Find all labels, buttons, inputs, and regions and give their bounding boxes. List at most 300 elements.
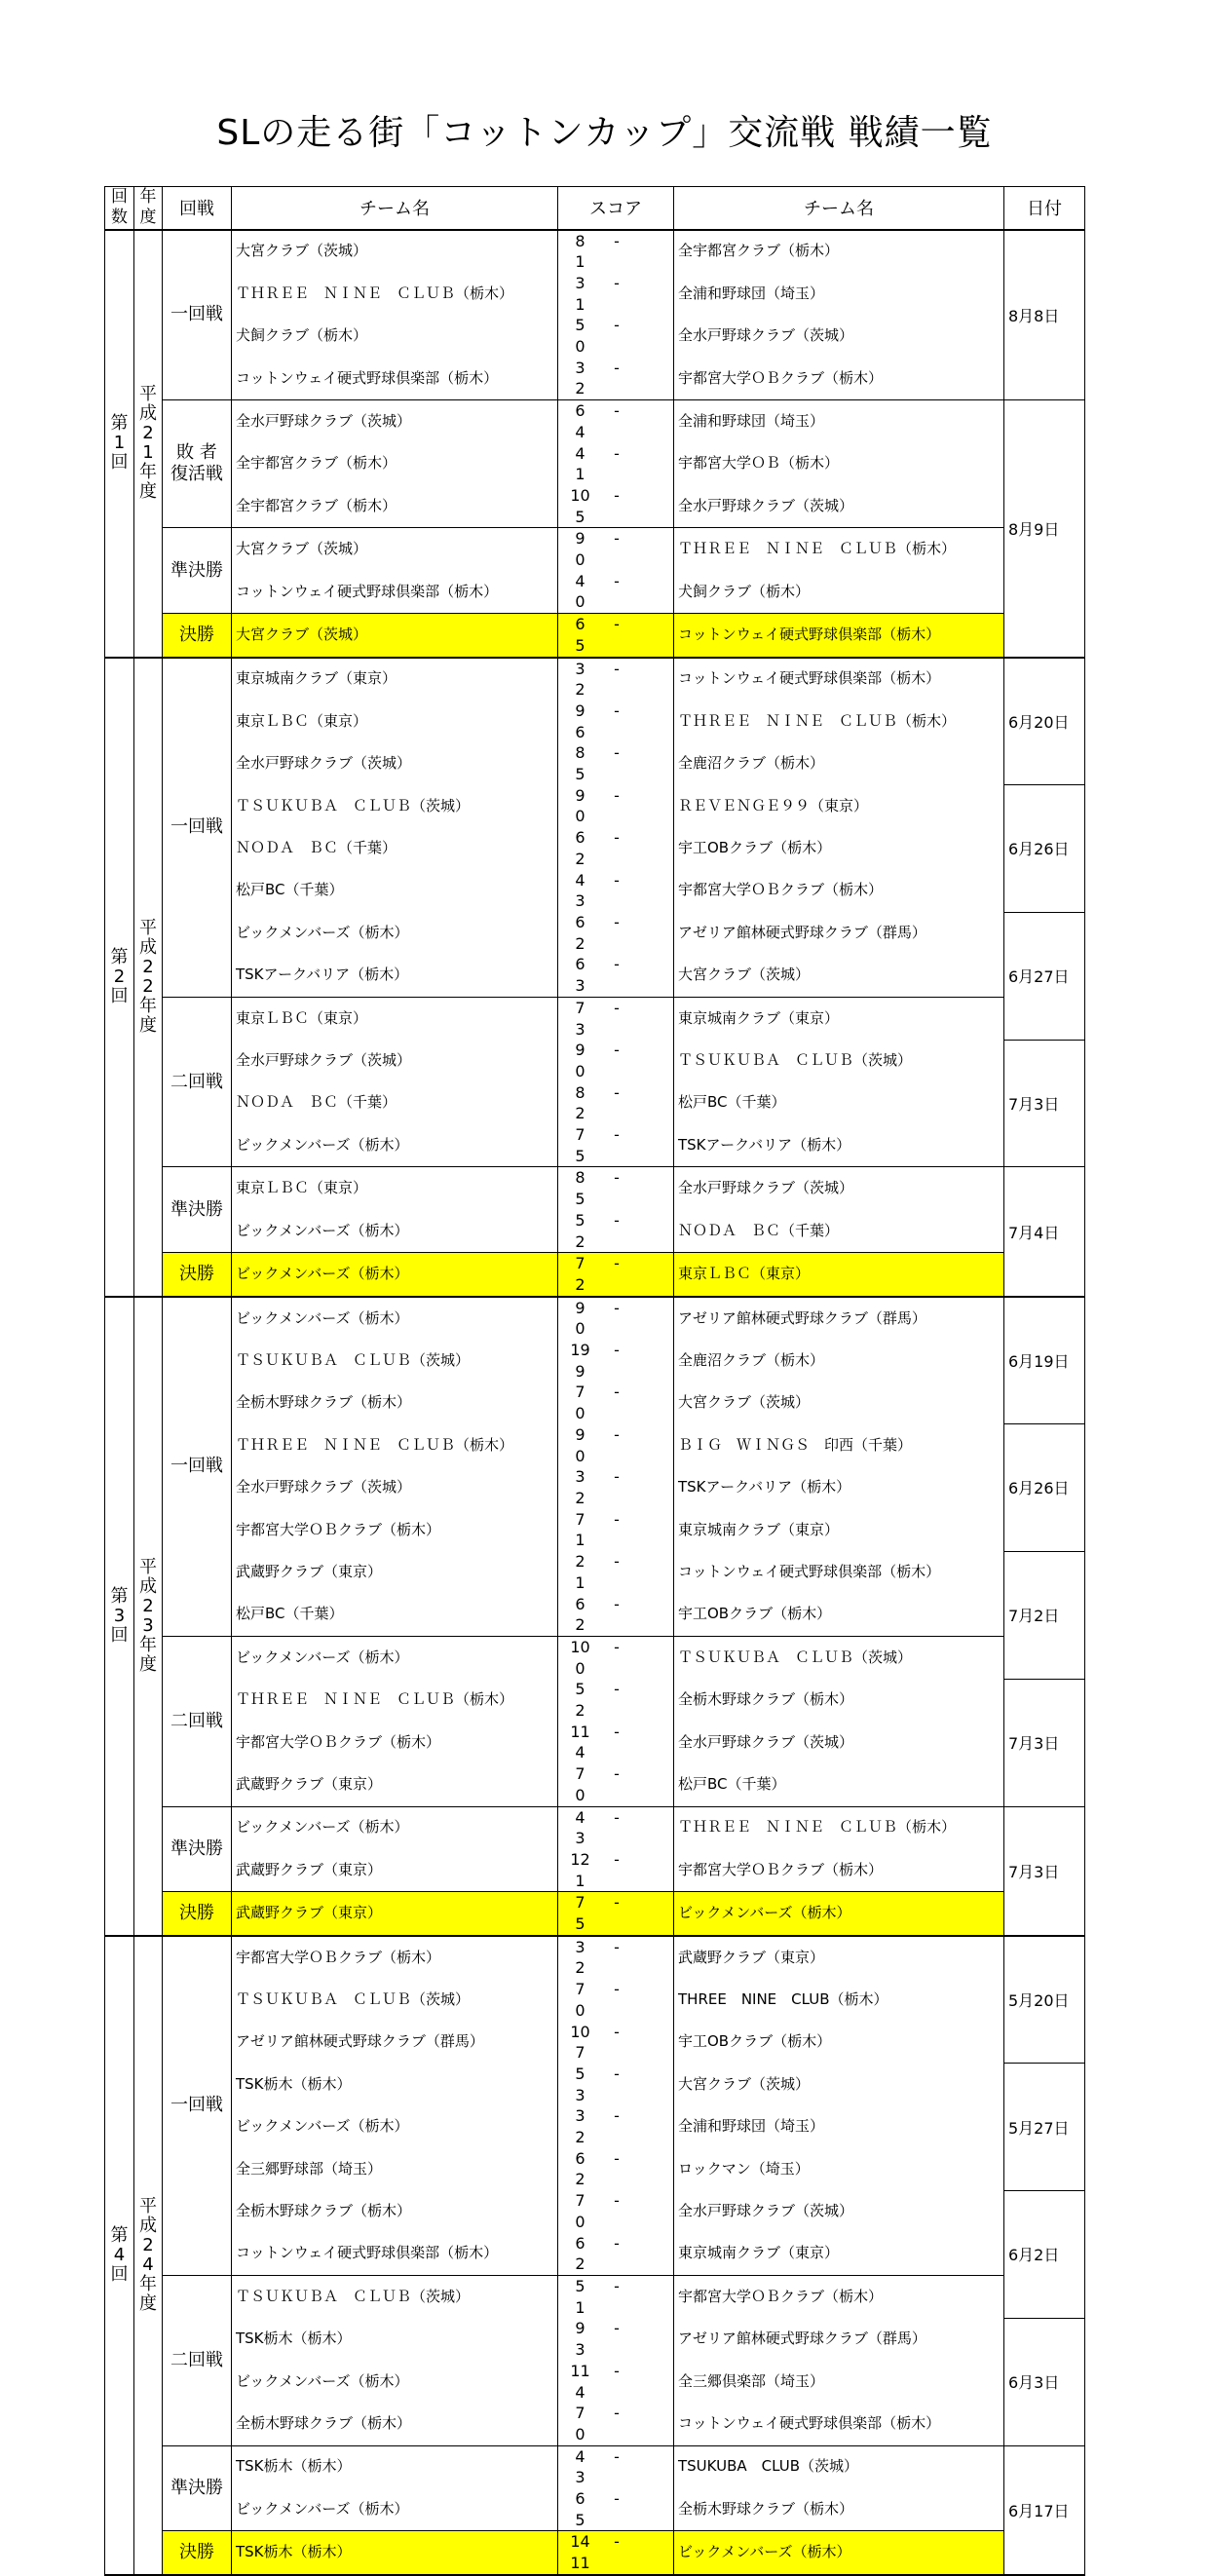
score-dash: - xyxy=(614,785,620,805)
game-row xyxy=(105,2022,1085,2064)
score-dash: - xyxy=(614,743,620,763)
team1-name: 武蔵野クラブ（東京） xyxy=(232,1551,558,1593)
score-away: 2 xyxy=(575,1615,586,1635)
score-away: 0 xyxy=(575,1446,586,1465)
score-away: 5 xyxy=(575,1146,586,1165)
score xyxy=(558,400,674,443)
score-away: 2 xyxy=(575,1274,586,1294)
team1-name: 宇都宮大学ＯＢクラブ（栃木） xyxy=(232,1722,558,1763)
team1-name: 武蔵野クラブ（東京） xyxy=(232,1892,558,1936)
team1-name: 宇都宮大学ＯＢクラブ（栃木） xyxy=(232,1936,558,1979)
game-row xyxy=(105,1594,1085,1637)
score xyxy=(558,870,674,912)
score-dash: - xyxy=(614,1082,620,1102)
score-home: 10 xyxy=(570,485,590,505)
score-away: 4 xyxy=(575,2382,586,2402)
team2-name: 全浦和野球団（埼玉） xyxy=(674,2105,1004,2147)
score-away: 0 xyxy=(575,1319,586,1339)
team1-name: 武蔵野クラブ（東京） xyxy=(232,1849,558,1892)
team1-name: 東京ＬＢＣ（東京） xyxy=(232,997,558,1040)
team2-name: ＢＩＧ ＷＩＮＧＳ 印西（千葉） xyxy=(674,1424,1004,1466)
game-row xyxy=(105,701,1085,742)
score-home: 7 xyxy=(575,1893,586,1913)
game-row xyxy=(105,1849,1085,1892)
score-home: 3 xyxy=(575,1467,586,1487)
team1-name: コットンウェイ硬式野球倶楽部（栃木） xyxy=(232,358,558,400)
score-dash: - xyxy=(614,659,620,678)
game-row xyxy=(105,528,1085,571)
game-row xyxy=(105,273,1085,315)
game-row xyxy=(105,1082,1085,1124)
team2-name: 宇都宮大学ＯＢクラブ（栃木） xyxy=(674,870,1004,912)
game-row xyxy=(105,2403,1085,2445)
game-row xyxy=(105,315,1085,357)
score xyxy=(558,2233,674,2276)
game-row xyxy=(105,2488,1085,2531)
score-home: 3 xyxy=(575,358,586,377)
team1-name: アゼリア館林硬式野球クラブ（群馬） xyxy=(232,2022,558,2064)
team1-name: ビックメンバーズ（栃木） xyxy=(232,2488,558,2531)
game-row xyxy=(105,358,1085,400)
score-dash: - xyxy=(614,1937,620,1956)
score-home: 7 xyxy=(575,998,586,1017)
game-row xyxy=(105,1466,1085,1508)
score-home: 2 xyxy=(575,1552,586,1572)
score-dash: - xyxy=(614,443,620,463)
score-dash: - xyxy=(614,571,620,590)
game-row xyxy=(105,785,1085,827)
score xyxy=(558,2276,674,2319)
edition-label: 第 2 回 xyxy=(105,658,134,1297)
match-date: 8月9日 xyxy=(1004,400,1085,658)
score-dash: - xyxy=(614,1210,620,1230)
team2-name: ＴＨＲＥＥ ＮＩＮＥ ＣＬＵＢ（栃木） xyxy=(674,528,1004,571)
team1-name: ＴＳＵＫＵＢＡ ＣＬＵＢ（茨城） xyxy=(232,1340,558,1382)
score xyxy=(558,785,674,827)
score-away: 1 xyxy=(575,1871,586,1890)
score-dash: - xyxy=(614,1424,620,1444)
round-label: 一回戦 xyxy=(163,1297,232,1637)
score xyxy=(558,315,674,357)
score-home: 5 xyxy=(575,2277,586,2295)
score-away: 11 xyxy=(570,2554,590,2573)
score xyxy=(558,1636,674,1679)
team1-name: 東京ＬＢＣ（東京） xyxy=(232,1167,558,1210)
score-away: 0 xyxy=(575,807,586,826)
round-label: 二回戦 xyxy=(163,1636,232,1806)
team2-name: 宇工OBクラブ（栃木） xyxy=(674,2022,1004,2064)
score xyxy=(558,701,674,742)
team1-name: ビックメンバーズ（栃木） xyxy=(232,912,558,954)
score-home: 11 xyxy=(570,2361,590,2380)
score-dash: - xyxy=(614,2446,620,2466)
team2-name: 武蔵野クラブ（東京） xyxy=(674,1936,1004,1979)
score-away: 3 xyxy=(575,1019,586,1039)
score-home: 4 xyxy=(575,571,586,590)
score-home: 6 xyxy=(575,2148,586,2168)
score-away: 0 xyxy=(575,1061,586,1080)
score xyxy=(558,2064,674,2105)
match-date: 7月3日 xyxy=(1004,1806,1085,1936)
score-away: 2 xyxy=(575,1488,586,1507)
score-away: 3 xyxy=(575,2340,586,2360)
edition-label: 第 1 回 xyxy=(105,230,134,658)
results-table xyxy=(104,186,1085,2576)
game-row xyxy=(105,1806,1085,1849)
team2-name: 大宮クラブ（茨城） xyxy=(674,954,1004,997)
team1-name: 松戸BC（千葉） xyxy=(232,870,558,912)
team1-name: ビックメンバーズ（栃木） xyxy=(232,2361,558,2403)
team2-name: ＴＨＲＥＥ ＮＩＮＥ ＣＬＵＢ（栃木） xyxy=(674,1806,1004,1849)
team1-name: 全三郷野球部（埼玉） xyxy=(232,2148,558,2190)
score xyxy=(558,443,674,485)
score xyxy=(558,1594,674,1637)
score-away: 0 xyxy=(575,2424,586,2443)
score-home: 7 xyxy=(575,2191,586,2211)
team2-name: 全鹿沼クラブ（栃木） xyxy=(674,1340,1004,1382)
game-row xyxy=(105,1936,1085,1979)
score-dash: - xyxy=(614,615,620,634)
round-label: 準決勝 xyxy=(163,528,232,614)
score xyxy=(558,528,674,571)
team2-name: TSUKUBA CLUB（茨城） xyxy=(674,2445,1004,2488)
score-home: 5 xyxy=(575,2064,586,2083)
score-dash: - xyxy=(614,1980,620,1999)
team2-name: コットンウェイ硬式野球倶楽部（栃木） xyxy=(674,1551,1004,1593)
score-dash: - xyxy=(614,231,620,250)
header-score: スコア xyxy=(558,187,674,230)
team2-name: 東京城南クラブ（東京） xyxy=(674,997,1004,1040)
game-row xyxy=(105,485,1085,528)
team2-name: 宇工OBクラブ（栃木） xyxy=(674,827,1004,869)
game-row xyxy=(105,997,1085,1040)
team2-name: 全鹿沼クラブ（栃木） xyxy=(674,742,1004,784)
match-date: 6月27日 xyxy=(1004,912,1085,1040)
score-dash: - xyxy=(614,2106,620,2126)
team1-name: 全栃木野球クラブ（栃木） xyxy=(232,2190,558,2232)
round-label: 二回戦 xyxy=(163,997,232,1167)
score-home: 19 xyxy=(570,1341,590,1360)
score-home: 6 xyxy=(575,401,586,421)
score-away: 1 xyxy=(575,1572,586,1592)
score-dash: - xyxy=(614,998,620,1017)
score-home: 4 xyxy=(575,870,586,890)
score xyxy=(558,2022,674,2064)
score-dash: - xyxy=(614,2277,620,2295)
score-away: 2 xyxy=(575,2254,586,2274)
score-home: 9 xyxy=(575,1424,586,1444)
score xyxy=(558,2445,674,2488)
team2-name: アゼリア館林硬式野球クラブ（群馬） xyxy=(674,912,1004,954)
game-row xyxy=(105,2105,1085,2147)
score-dash: - xyxy=(614,1893,620,1913)
game-row xyxy=(105,1210,1085,1253)
score-home: 5 xyxy=(575,316,586,335)
score-home: 8 xyxy=(575,1168,586,1188)
header-team1: チーム名 xyxy=(232,187,558,230)
team2-name: コットンウェイ硬式野球倶楽部（栃木） xyxy=(674,658,1004,701)
score-away: 4 xyxy=(575,422,586,441)
final-row xyxy=(105,2531,1085,2575)
match-date: 6月17日 xyxy=(1004,2445,1085,2575)
score-home: 3 xyxy=(575,2106,586,2126)
game-row xyxy=(105,2276,1085,2319)
team2-name: ＴＳＵＫＵＢＡ ＣＬＵＢ（茨城） xyxy=(674,1636,1004,1679)
team1-name: 宇都宮大学ＯＢクラブ（栃木） xyxy=(232,1509,558,1551)
team1-name: 武蔵野クラブ（東京） xyxy=(232,1763,558,1806)
score-dash: - xyxy=(614,485,620,505)
edition-label: 第 3 回 xyxy=(105,1297,134,1936)
round-label: 準決勝 xyxy=(163,1806,232,1892)
score xyxy=(558,1551,674,1593)
score-dash: - xyxy=(614,1509,620,1529)
team2-name: 全栃木野球クラブ（栃木） xyxy=(674,2488,1004,2531)
team2-name: 宇都宮大学ＯＢクラブ（栃木） xyxy=(674,358,1004,400)
score-home: 3 xyxy=(575,1937,586,1956)
edition-year: 平 成 2 3 年 度 xyxy=(134,1297,163,1936)
team1-name: 東京城南クラブ（東京） xyxy=(232,658,558,701)
game-row xyxy=(105,954,1085,997)
score-home: 12 xyxy=(570,1849,590,1869)
team2-name: ＴＨＲＥＥ ＮＩＮＥ ＣＬＵＢ（栃木） xyxy=(674,701,1004,742)
score-away: 5 xyxy=(575,2510,586,2529)
score-dash: - xyxy=(614,2489,620,2509)
score-home: 7 xyxy=(575,1383,586,1402)
round-label: 一回戦 xyxy=(163,658,232,998)
game-row xyxy=(105,1722,1085,1763)
game-row xyxy=(105,1979,1085,2021)
score-dash: - xyxy=(614,529,620,549)
round-label: 一回戦 xyxy=(163,1936,232,2276)
results-body xyxy=(105,230,1085,2575)
match-date: 5月20日 xyxy=(1004,1936,1085,2064)
game-row xyxy=(105,1040,1085,1081)
team2-name: 全水戸野球クラブ（茨城） xyxy=(674,315,1004,357)
score-dash: - xyxy=(614,1341,620,1360)
team2-name: 全宇都宮クラブ（栃木） xyxy=(674,230,1004,273)
score-home: 6 xyxy=(575,955,586,974)
round-label: 一回戦 xyxy=(163,230,232,400)
score xyxy=(558,2361,674,2403)
team1-name: ビックメンバーズ（栃木） xyxy=(232,1806,558,1849)
score-dash: - xyxy=(614,1041,620,1060)
score-home: 4 xyxy=(575,1807,586,1827)
score-home: 8 xyxy=(575,743,586,763)
score-away: 3 xyxy=(575,1829,586,1848)
score xyxy=(558,1124,674,1167)
score xyxy=(558,1210,674,1253)
round-label: 準決勝 xyxy=(163,2445,232,2531)
score-home: 6 xyxy=(575,2489,586,2509)
team1-name: TSK栃木（栃木） xyxy=(232,2064,558,2105)
team2-name: 全浦和野球団（埼玉） xyxy=(674,273,1004,315)
score-home: 7 xyxy=(575,1254,586,1273)
score-home: 3 xyxy=(575,659,586,678)
final-row xyxy=(105,1892,1085,1936)
score-home: 11 xyxy=(570,1722,590,1741)
final-row xyxy=(105,614,1085,658)
team1-name: TSK栃木（栃木） xyxy=(232,2531,558,2575)
team1-name: 大宮クラブ（茨城） xyxy=(232,614,558,658)
score-dash: - xyxy=(614,2404,620,2423)
score-dash: - xyxy=(614,273,620,292)
score xyxy=(558,1722,674,1763)
game-row xyxy=(105,1636,1085,1679)
game-row xyxy=(105,2148,1085,2190)
score-away: 4 xyxy=(575,1743,586,1762)
team2-name: 全水戸野球クラブ（茨城） xyxy=(674,1167,1004,1210)
score-away: 2 xyxy=(575,1231,586,1251)
score xyxy=(558,571,674,614)
score-dash: - xyxy=(614,1849,620,1869)
score-away: 0 xyxy=(575,1404,586,1423)
team1-name: ビックメンバーズ（栃木） xyxy=(232,1253,558,1297)
score-dash: - xyxy=(614,828,620,848)
score-dash: - xyxy=(614,1594,620,1613)
score xyxy=(558,1979,674,2021)
team2-name: 宇都宮大学ＯＢ（栃木） xyxy=(674,443,1004,485)
score-away: 1 xyxy=(575,2297,586,2317)
team1-name: ＴＨＲＥＥ ＮＩＮＥ ＣＬＵＢ（栃木） xyxy=(232,1679,558,1721)
team1-name: 全栃木野球クラブ（栃木） xyxy=(232,1382,558,1423)
score-away: 9 xyxy=(575,1361,586,1381)
game-row xyxy=(105,1297,1085,1340)
match-date: 6月3日 xyxy=(1004,2318,1085,2445)
game-row xyxy=(105,1763,1085,1806)
score-away: 5 xyxy=(575,635,586,655)
team2-name: 全水戸野球クラブ（茨城） xyxy=(674,1722,1004,1763)
match-date: 6月19日 xyxy=(1004,1297,1085,1424)
game-row xyxy=(105,2445,1085,2488)
score-dash: - xyxy=(614,2319,620,2338)
team2-name: TSKアークバリア（栃木） xyxy=(674,1466,1004,1508)
match-date: 7月4日 xyxy=(1004,1167,1085,1297)
header-row xyxy=(105,187,1085,230)
game-row xyxy=(105,1167,1085,1210)
score-dash: - xyxy=(614,2233,620,2253)
team2-name: 松戸BC（千葉） xyxy=(674,1082,1004,1124)
team1-name: TSKアークバリア（栃木） xyxy=(232,954,558,997)
team2-name: 全栃木野球クラブ（栃木） xyxy=(674,1679,1004,1721)
score-home: 9 xyxy=(575,529,586,549)
team2-name: コットンウェイ硬式野球倶楽部（栃木） xyxy=(674,614,1004,658)
score-home: 5 xyxy=(575,1210,586,1230)
header-kaisu: 回 数 xyxy=(105,187,134,230)
team2-name: 宇都宮大学ＯＢクラブ（栃木） xyxy=(674,2276,1004,2319)
team1-name: TSK栃木（栃木） xyxy=(232,2445,558,2488)
team1-name: ＮＯＤＡ ＢＣ（千葉） xyxy=(232,1082,558,1124)
score xyxy=(558,2105,674,2147)
round-label: 準決勝 xyxy=(163,1167,232,1253)
score-dash: - xyxy=(614,401,620,421)
team1-name: ビックメンバーズ（栃木） xyxy=(232,1124,558,1167)
score xyxy=(558,1763,674,1806)
score-dash: - xyxy=(614,1168,620,1188)
score-dash: - xyxy=(614,870,620,890)
final-label: 決勝 xyxy=(163,2531,232,2575)
score-away: 1 xyxy=(575,252,586,272)
score-home: 6 xyxy=(575,2233,586,2253)
match-date: 6月26日 xyxy=(1004,785,1085,912)
team1-name: 全水戸野球クラブ（茨城） xyxy=(232,1040,558,1081)
score xyxy=(558,1297,674,1340)
score-dash: - xyxy=(614,1680,620,1699)
score-dash: - xyxy=(614,2191,620,2211)
score-dash: - xyxy=(614,955,620,974)
score xyxy=(558,2488,674,2531)
edition-label: 第 4 回 xyxy=(105,1936,134,2575)
team1-name: ビックメンバーズ（栃木） xyxy=(232,1636,558,1679)
match-date: 7月2日 xyxy=(1004,1551,1085,1679)
score xyxy=(558,2531,674,2575)
score-away: 1 xyxy=(575,1531,586,1550)
game-row xyxy=(105,1679,1085,1721)
score xyxy=(558,614,674,658)
game-row xyxy=(105,827,1085,869)
team2-name: ＮＯＤＡ ＢＣ（千葉） xyxy=(674,1210,1004,1253)
game-row xyxy=(105,658,1085,701)
game-row xyxy=(105,2361,1085,2403)
score-away: 2 xyxy=(575,849,586,868)
team2-name: 全水戸野球クラブ（茨城） xyxy=(674,485,1004,528)
team1-name: ＴＳＵＫＵＢＡ ＣＬＵＢ（茨城） xyxy=(232,2276,558,2319)
team1-name: 全水戸野球クラブ（茨城） xyxy=(232,400,558,443)
score-dash: - xyxy=(614,1125,620,1145)
game-row xyxy=(105,742,1085,784)
score xyxy=(558,1253,674,1297)
match-date: 5月27日 xyxy=(1004,2064,1085,2190)
score xyxy=(558,1509,674,1551)
team2-name: アゼリア館林硬式野球クラブ（群馬） xyxy=(674,1297,1004,1340)
score xyxy=(558,1424,674,1466)
team1-name: 大宮クラブ（茨城） xyxy=(232,528,558,571)
score-dash: - xyxy=(614,358,620,377)
team2-name: ＴＳＵＫＵＢＡ ＣＬＵＢ（茨城） xyxy=(674,1040,1004,1081)
score-away: 2 xyxy=(575,933,586,953)
team1-name: 犬飼クラブ（栃木） xyxy=(232,315,558,357)
team2-name: 全浦和野球団（埼玉） xyxy=(674,400,1004,443)
score-home: 9 xyxy=(575,2319,586,2338)
score-away: 3 xyxy=(575,976,586,996)
score xyxy=(558,954,674,997)
game-row xyxy=(105,571,1085,614)
score-home: 9 xyxy=(575,1298,586,1317)
team1-name: ＴＨＲＥＥ ＮＩＮＥ ＣＬＵＢ（栃木） xyxy=(232,1424,558,1466)
score-away: 3 xyxy=(575,2468,586,2487)
score xyxy=(558,1082,674,1124)
team2-name: 大宮クラブ（茨城） xyxy=(674,2064,1004,2105)
final-label: 決勝 xyxy=(163,1892,232,1936)
header-nendo: 年 度 xyxy=(134,187,163,230)
score-dash: - xyxy=(614,1637,620,1656)
score-dash: - xyxy=(614,2064,620,2083)
score xyxy=(558,1849,674,1892)
score-dash: - xyxy=(614,1467,620,1487)
team2-name: 東京城南クラブ（東京） xyxy=(674,1509,1004,1551)
score-away: 7 xyxy=(575,2043,586,2063)
team2-name: 東京ＬＢＣ（東京） xyxy=(674,1253,1004,1297)
team2-name: 犬飼クラブ（栃木） xyxy=(674,571,1004,614)
score-away: 2 xyxy=(575,1958,586,1978)
team2-name: 大宮クラブ（茨城） xyxy=(674,1382,1004,1423)
score-home: 6 xyxy=(575,913,586,931)
team2-name: 全三郷倶楽部（埼玉） xyxy=(674,2361,1004,2403)
score-dash: - xyxy=(614,2148,620,2168)
score-home: 10 xyxy=(570,2022,590,2041)
score-away: 1 xyxy=(575,465,586,484)
match-date: 7月3日 xyxy=(1004,1040,1085,1167)
score-home: 6 xyxy=(575,1594,586,1613)
